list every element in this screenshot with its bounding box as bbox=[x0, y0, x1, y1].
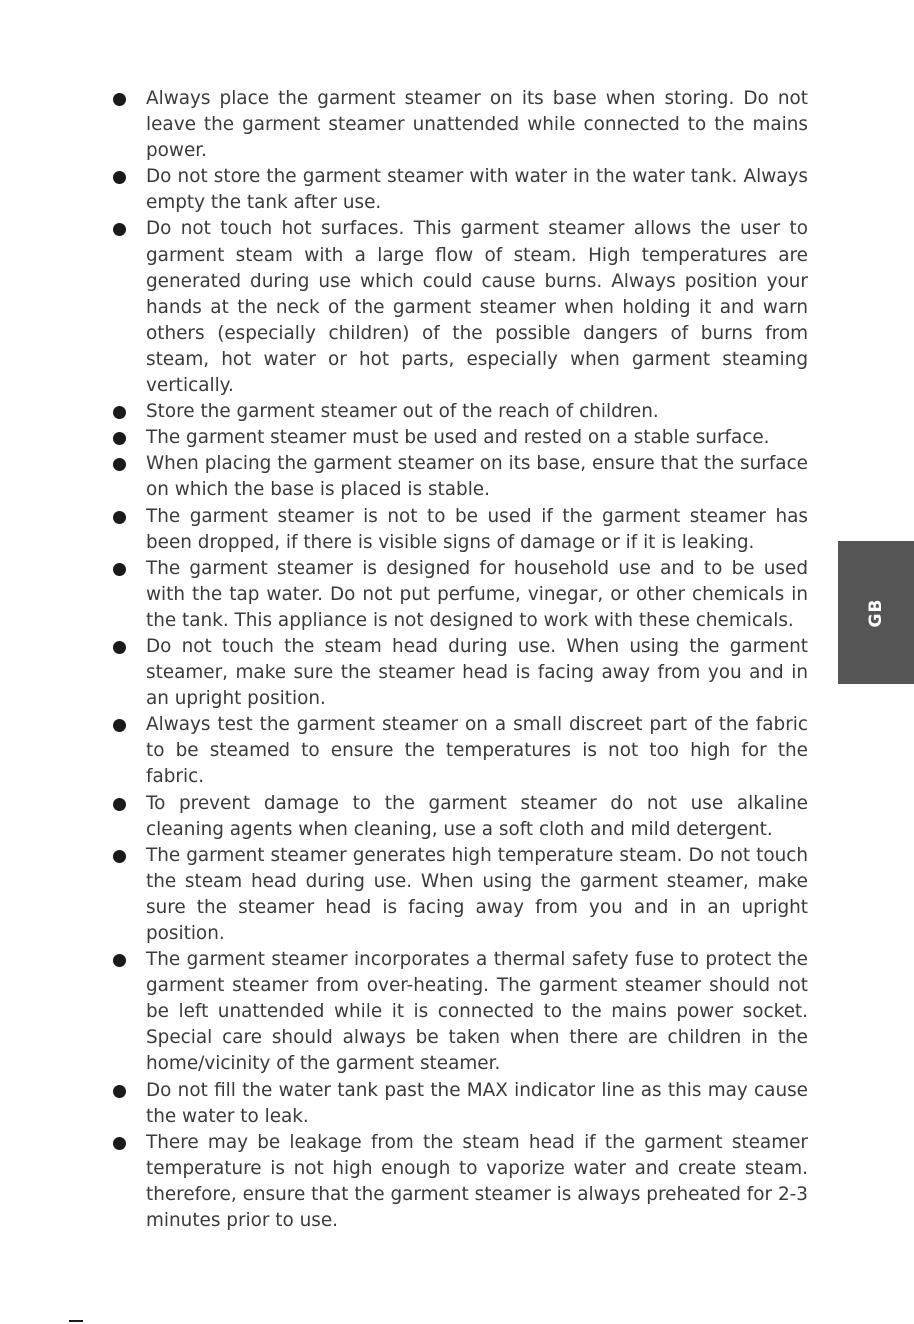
list-item bbox=[113, 1078, 808, 1130]
list-item-text: Do not touch the steam head during use. When using the garment steamer, make sure the steamer head is facing away from you and in an upright position. bbox=[146, 635, 808, 710]
list-item-text: The garment steamer must be used and rested on a stable surface. bbox=[146, 427, 770, 449]
list-item bbox=[113, 86, 808, 164]
list-item-text: The garment steamer is not to be used if the garment steamer has been dropped, if there is visible signs of damage or if it is leaking. bbox=[146, 505, 808, 553]
list-item-text: The garment steamer incorporates a thermal safety fuse to protect the garment steamer from over-heating. The garment steamer should not be left unattended while it is connected to the mains power socket. Special care should always be taken when there are children in the home/vicinity of the garment steamer. bbox=[146, 949, 808, 1075]
bullet-icon bbox=[113, 432, 126, 445]
list-item bbox=[113, 451, 808, 503]
bullet-icon bbox=[113, 511, 126, 524]
bullet-icon bbox=[113, 641, 126, 654]
list-item bbox=[113, 216, 808, 399]
language-tab bbox=[838, 541, 914, 684]
bullet-icon bbox=[113, 223, 126, 236]
bullet-icon bbox=[113, 458, 126, 471]
list-item bbox=[113, 504, 808, 556]
list-item-text: Do not touch hot surfaces. This garment steamer allows the user to garment steam with a large flow of steam. High temperatures are generated during use which could cause burns. Always position your hands at the neck of the garment steamer when holding it and warn others (especially children) of the possible dangers of burns from steam, hot water or hot parts, especially when garment steaming vertically. bbox=[146, 218, 808, 397]
bullet-icon bbox=[113, 1085, 126, 1098]
language-tab-label: GB bbox=[866, 598, 886, 627]
list-item-text: Always place the garment steamer on its base when storing. Do not leave the garment steamer unattended while connected to the mains power. bbox=[146, 88, 808, 162]
bullet-icon bbox=[113, 93, 126, 106]
list-item bbox=[113, 843, 808, 947]
list-item bbox=[113, 399, 808, 425]
list-item bbox=[113, 634, 808, 712]
list-item bbox=[113, 425, 808, 451]
bullet-icon bbox=[113, 406, 126, 419]
list-item bbox=[113, 791, 808, 843]
list-item bbox=[113, 164, 808, 216]
list-item-text: To prevent damage to the garment steamer do not use alkaline cleaning agents when cleaning, use a soft cloth and mild detergent. bbox=[146, 792, 808, 840]
list-item-text: There may be leakage from the steam head if the garment steamer temperature is not high enough to vaporize water and create steam. therefore, ensure that the garment steamer is always preheated for 2-3 minutes prior to use. bbox=[146, 1131, 808, 1232]
bullet-icon bbox=[113, 171, 126, 184]
list-item bbox=[113, 1130, 808, 1234]
bullet-icon bbox=[113, 850, 126, 863]
list-item-text: When placing the garment steamer on its base, ensure that the surface on which the base is placed is stable. bbox=[146, 453, 808, 501]
bullet-icon bbox=[113, 1137, 126, 1150]
list-item-text: The garment steamer generates high temperature steam. Do not touch the steam head during use. When using the garment steamer, make sure the steamer head is facing away from you and in an upright position. bbox=[146, 844, 808, 944]
bullet-icon bbox=[113, 719, 126, 732]
safety-instructions-list bbox=[113, 86, 808, 1234]
list-item-text: Do not fill the water tank past the MAX indicator line as this may cause the water to leak. bbox=[146, 1079, 808, 1127]
list-item bbox=[113, 712, 808, 790]
list-item-text: Store the garment steamer out of the reach of children. bbox=[146, 401, 659, 423]
list-item-text: Do not store the garment steamer with water in the water tank. Always empty the tank after use. bbox=[146, 166, 808, 214]
bullet-icon bbox=[113, 798, 126, 811]
crop-mark bbox=[69, 1320, 83, 1322]
list-item bbox=[113, 947, 808, 1077]
list-item-text: Always test the garment steamer on a small discreet part of the fabric to be steamed to ensure the temperatures is not too high for the fabric. bbox=[146, 714, 808, 788]
bullet-icon bbox=[113, 563, 126, 576]
list-item-text: The garment steamer is designed for household use and to be used with the tap water. Do not put perfume, vinegar, or other chemicals in the tank. This appliance is not designed to work with these chemicals. bbox=[146, 557, 808, 631]
bullet-icon bbox=[113, 954, 126, 967]
list-item bbox=[113, 556, 808, 634]
